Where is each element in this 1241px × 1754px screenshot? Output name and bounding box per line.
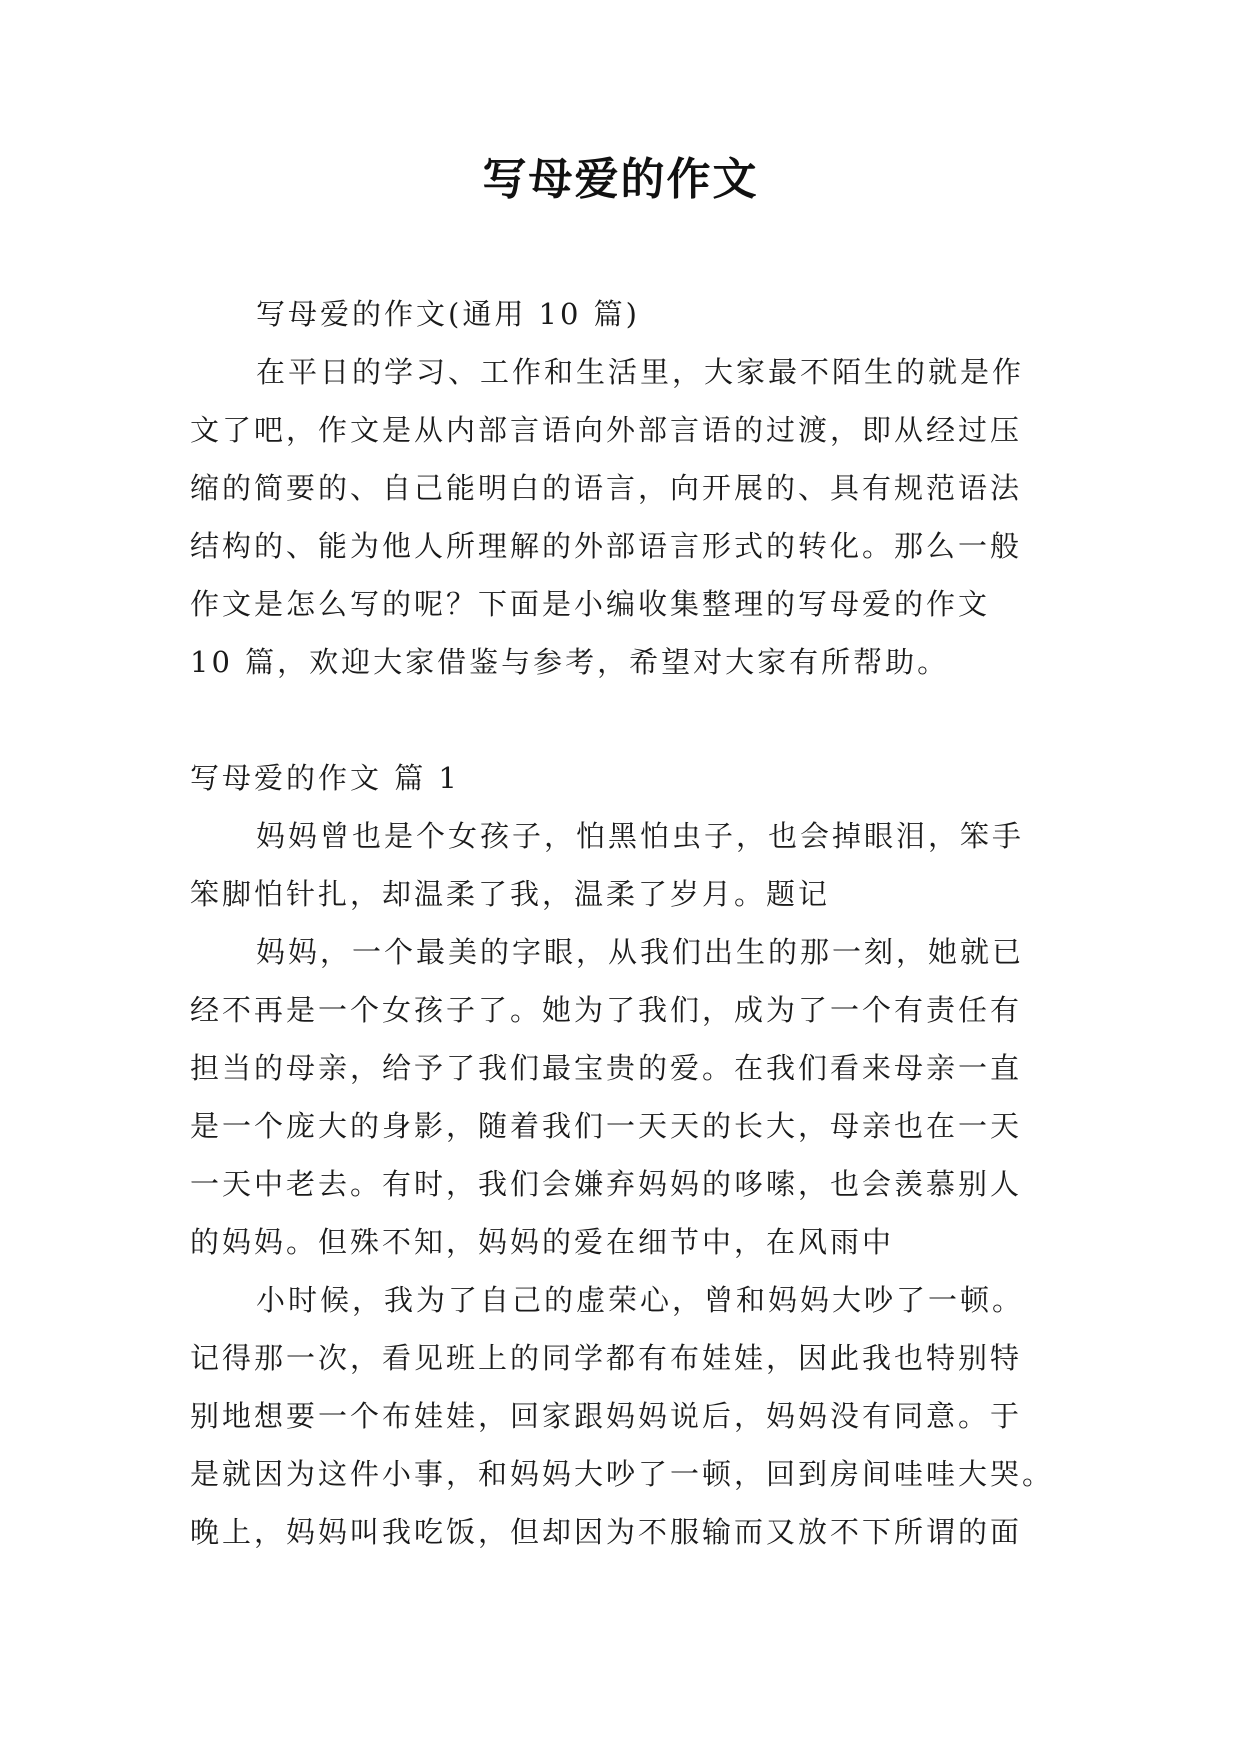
intro-line: 10 篇，欢迎大家借鉴与参考，希望对大家有所帮助。 <box>190 645 950 679</box>
document-body <box>190 285 1058 1561</box>
paragraph-line: 别地想要一个布娃娃，回家跟妈妈说后，妈妈没有同意。于 <box>190 1399 1023 1433</box>
paragraph-line: 妈妈曾也是个女孩子，怕黑怕虫子，也会掉眼泪，笨手 <box>256 819 1025 853</box>
subtitle-line: 写母爱的作文(通用 10 篇) <box>256 297 640 331</box>
paragraph-line: 记得那一次，看见班上的同学都有布娃娃，因此我也特别特 <box>190 1341 1023 1375</box>
paragraph-line: 妈妈，一个最美的字眼，从我们出生的那一刻，她就已 <box>256 935 1025 969</box>
intro-line: 作文是怎么写的呢？下面是小编收集整理的写母爱的作文 <box>190 587 991 621</box>
intro-line: 在平日的学习、工作和生活里，大家最不陌生的就是作 <box>256 355 1025 389</box>
paragraph-line: 担当的母亲，给予了我们最宝贵的爱。在我们看来母亲一直 <box>190 1051 1023 1085</box>
paragraph-line: 小时候，我为了自己的虚荣心，曾和妈妈大吵了一顿。 <box>256 1283 1025 1317</box>
intro-line: 文了吧，作文是从内部言语向外部言语的过渡，即从经过压 <box>190 413 1023 447</box>
section1-paragraph-2 <box>190 923 1058 1271</box>
paragraph-line: 是一个庞大的身影，随着我们一天天的长大，母亲也在一天 <box>190 1109 1023 1143</box>
paragraph-line: 是就因为这件小事，和妈妈大吵了一顿，回到房间哇哇大哭。 <box>190 1457 1055 1491</box>
paragraph-line: 晚上，妈妈叫我吃饭，但却因为不服输而又放不下所谓的面 <box>190 1515 1023 1549</box>
section-heading: 写母爱的作文 篇 1 <box>190 761 460 795</box>
intro-line: 缩的简要的、自己能明白的语言，向开展的、具有规范语法 <box>190 471 1023 505</box>
paragraph-gap <box>190 691 1058 749</box>
paragraph-line: 的妈妈。但殊不知，妈妈的爱在细节中，在风雨中 <box>190 1225 895 1259</box>
section1-paragraph-3 <box>190 1271 1058 1561</box>
paragraph-line: 笨脚怕针扎，却温柔了我，温柔了岁月。题记 <box>190 877 831 911</box>
paragraph-line: 经不再是一个女孩子了。她为了我们，成为了一个有责任有 <box>190 993 1023 1027</box>
paragraph-line: 一天中老去。有时，我们会嫌弃妈妈的哆嗦，也会羡慕别人 <box>190 1167 1023 1201</box>
intro-paragraph <box>190 343 1058 691</box>
document-title: 写母爱的作文 <box>482 154 759 205</box>
section1-paragraph-1 <box>190 807 1058 923</box>
intro-line: 结构的、能为他人所理解的外部语言形式的转化。那么一般 <box>190 529 1023 563</box>
